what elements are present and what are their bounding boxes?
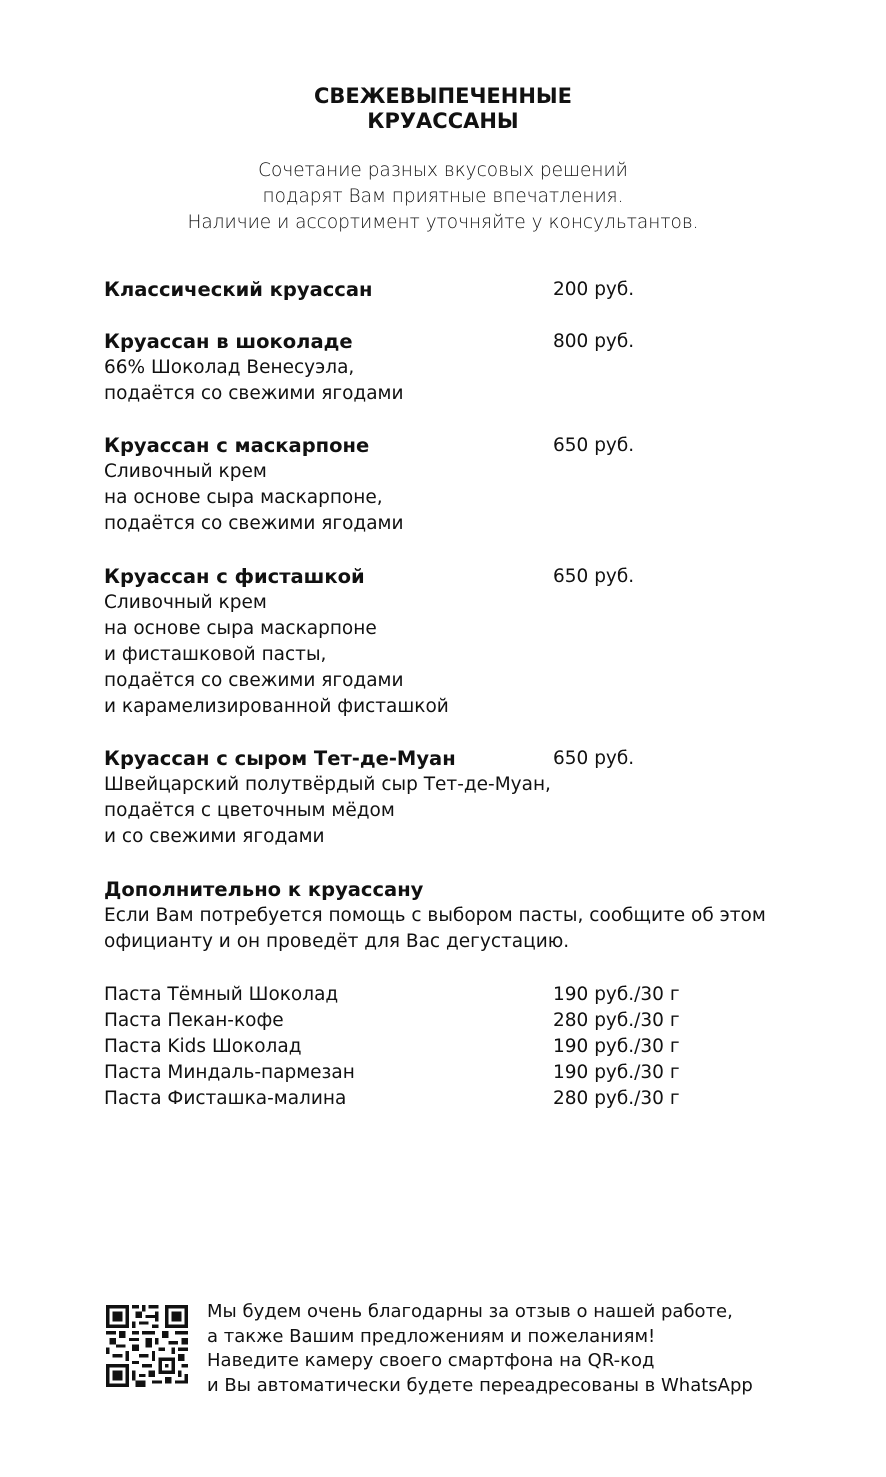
- description-line: 66% Шоколад Венесуэла,: [104, 357, 355, 378]
- menu-item-chocolate-croissant: [104, 329, 804, 407]
- description-line: подаётся со свежими ягодами: [104, 513, 404, 534]
- menu-item-price: 650 руб.: [553, 435, 635, 456]
- intro-text: [0, 158, 886, 236]
- qr-code-icon[interactable]: [106, 1305, 188, 1387]
- paste-name: Паста Пекан-кофе: [104, 1010, 284, 1031]
- menu-item-name: Круассан с фисташкой: [104, 565, 365, 588]
- addon-description: [104, 903, 804, 955]
- page-title: [0, 84, 886, 134]
- description-line: на основе сыра маскарпоне: [104, 618, 377, 639]
- paste-name: Паста Kids Шоколад: [104, 1036, 302, 1057]
- menu-item-description: [104, 772, 804, 850]
- description-line: Сливочный крем: [104, 592, 267, 613]
- menu-item-name: Круассан с сыром Тет-де-Муан: [104, 747, 456, 770]
- footer-line: Наведите камеру своего смартфона на QR-код: [207, 1350, 655, 1371]
- menu-item-price: 650 руб.: [553, 566, 635, 587]
- menu-item-description: [104, 590, 804, 720]
- description-line: подаётся со свежими ягодами: [104, 670, 404, 691]
- paste-price: 190 руб./30 г: [553, 984, 680, 1005]
- paste-row: [104, 1086, 804, 1112]
- menu-item-description: [104, 459, 804, 537]
- footer-line: Мы будем очень благодарны за отзыв о нашей работе,: [207, 1301, 733, 1322]
- menu-item-name: Круассан с маскарпоне: [104, 434, 370, 457]
- paste-name: Паста Фисташка-малина: [104, 1088, 347, 1109]
- description-line: и карамелизированной фисташкой: [104, 696, 449, 717]
- intro-line: Сочетание разных вкусовых решений: [258, 160, 628, 181]
- intro-line: Наличие и ассортимент уточняйте у консультантов.: [187, 212, 699, 233]
- menu-item-classic-croissant: [104, 277, 804, 303]
- menu-item-name: Классический круассан: [104, 278, 373, 301]
- description-line: подаётся со свежими ягодами: [104, 383, 404, 404]
- menu-item-name: Круассан в шоколаде: [104, 330, 353, 353]
- description-line: и со свежими ягодами: [104, 826, 325, 847]
- description-line: Сливочный крем: [104, 461, 267, 482]
- paste-price: 190 руб./30 г: [553, 1036, 680, 1057]
- feedback-text: [207, 1300, 753, 1398]
- page-title-line-2: КРУАССАНЫ: [367, 109, 519, 133]
- paste-name: Паста Тёмный Шоколад: [104, 984, 339, 1005]
- menu-item-price: 650 руб.: [553, 748, 635, 769]
- addon-title: Дополнительно к круассану: [104, 878, 424, 901]
- addon-section: [104, 877, 804, 955]
- footer-line: и Вы автоматически будете переадресованы в WhatsApp: [207, 1374, 753, 1396]
- paste-price: 280 руб./30 г: [553, 1010, 680, 1031]
- paste-row: [104, 982, 804, 1008]
- menu-item-description: [104, 355, 804, 407]
- description-line: Швейцарский полутвёрдый сыр Тет-де-Муан,: [104, 774, 551, 795]
- menu-item-tete-de-moine-croissant: [104, 746, 804, 850]
- paste-price: 280 руб./30 г: [553, 1088, 680, 1109]
- description-line: на основе сыра маскарпоне,: [104, 487, 383, 508]
- paste-row: [104, 1008, 804, 1034]
- footer-line: а также Вашим предложениям и пожеланиям!: [207, 1325, 656, 1347]
- paste-price: 190 руб./30 г: [553, 1062, 680, 1083]
- addon-text-line: официанту и он проведёт для Вас дегустацию.: [104, 931, 570, 952]
- paste-row: [104, 1034, 804, 1060]
- menu-item-price: 800 руб.: [553, 331, 635, 352]
- menu-item-price: 200 руб.: [553, 279, 635, 300]
- description-line: подаётся с цветочным мёдом: [104, 800, 395, 821]
- paste-list: [104, 982, 804, 1112]
- menu-item-mascarpone-croissant: [104, 433, 804, 537]
- paste-row: [104, 1060, 804, 1086]
- intro-line: подарят Вам приятные впечатления.: [262, 186, 624, 207]
- addon-text-line: Если Вам потребуется помощь с выбором пасты, сообщите об этом: [104, 905, 766, 926]
- page-title-line-1: СВЕЖЕВЫПЕЧЕННЫЕ: [313, 84, 573, 108]
- description-line: и фисташковой пасты,: [104, 644, 327, 665]
- menu-item-pistachio-croissant: [104, 564, 804, 720]
- paste-name: Паста Миндаль-пармезан: [104, 1062, 355, 1083]
